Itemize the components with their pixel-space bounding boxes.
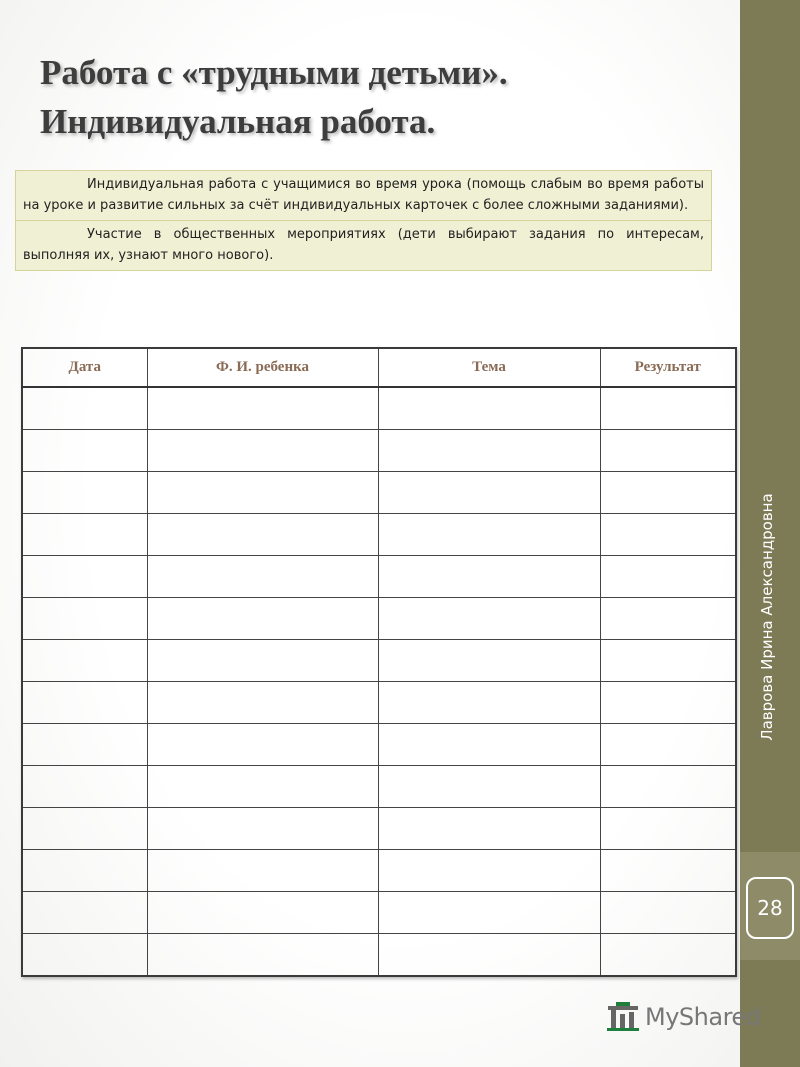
table-row xyxy=(22,808,736,850)
table-body xyxy=(22,387,736,976)
table-cell xyxy=(378,682,600,724)
column-header-topic: Тема xyxy=(378,348,600,387)
info-paragraph-individual-work: Индивидуальная работа с учащимися во время урока (помощь слабым во время работы на уроке и развитие сильных за счёт индивидуальных карточек с более сложными заданиями). xyxy=(16,171,711,220)
table-cell xyxy=(147,682,378,724)
table-cell xyxy=(378,766,600,808)
table-cell xyxy=(378,387,600,430)
table-cell xyxy=(22,892,147,934)
table-cell xyxy=(22,934,147,977)
watermark-text: MyShared xyxy=(645,1003,761,1031)
table-cell xyxy=(600,682,736,724)
table-row xyxy=(22,387,736,430)
table-cell xyxy=(600,850,736,892)
table-cell xyxy=(22,640,147,682)
table-cell xyxy=(147,430,378,472)
table-cell xyxy=(147,556,378,598)
info-box xyxy=(15,170,712,271)
table-row xyxy=(22,766,736,808)
table-cell xyxy=(378,808,600,850)
table-cell xyxy=(600,514,736,556)
table-row xyxy=(22,850,736,892)
info-paragraph-public-events: Участие в общественных мероприятиях (дети выбирают задания по интересам, выполняя их, узнают много нового). xyxy=(16,220,711,270)
table-cell xyxy=(378,472,600,514)
column-header-result: Результат xyxy=(600,348,736,387)
table-cell xyxy=(378,850,600,892)
table-row xyxy=(22,556,736,598)
table-cell xyxy=(147,387,378,430)
record-table xyxy=(21,347,737,977)
table-cell xyxy=(378,724,600,766)
table-cell xyxy=(600,934,736,977)
table-row xyxy=(22,724,736,766)
table-cell xyxy=(22,387,147,430)
table-cell xyxy=(378,934,600,977)
table-cell xyxy=(600,387,736,430)
slide-title xyxy=(40,48,730,146)
table-cell xyxy=(600,430,736,472)
table-cell xyxy=(147,892,378,934)
table-cell xyxy=(147,850,378,892)
table-cell xyxy=(22,724,147,766)
table-row xyxy=(22,892,736,934)
table-cell xyxy=(22,514,147,556)
table-cell xyxy=(600,808,736,850)
table-cell xyxy=(600,472,736,514)
table-cell xyxy=(600,556,736,598)
table-cell xyxy=(147,724,378,766)
table-header-row xyxy=(22,348,736,387)
table-row xyxy=(22,934,736,977)
table-cell xyxy=(147,640,378,682)
table-cell xyxy=(22,766,147,808)
table-cell xyxy=(378,514,600,556)
table-cell xyxy=(22,850,147,892)
table-cell xyxy=(600,766,736,808)
table-row xyxy=(22,640,736,682)
author-name: Лаврова Ирина Александровна xyxy=(758,493,776,741)
page-number-badge: 28 xyxy=(746,877,794,939)
table-cell xyxy=(22,556,147,598)
table-cell xyxy=(600,724,736,766)
table-cell xyxy=(600,598,736,640)
table-cell xyxy=(378,892,600,934)
table-cell xyxy=(378,640,600,682)
slide-title-line-1: Работа с «трудными детьми». xyxy=(40,53,508,92)
myshared-logo-icon xyxy=(605,1002,641,1032)
table-cell xyxy=(147,598,378,640)
myshared-watermark xyxy=(605,1002,760,1032)
table-cell xyxy=(600,640,736,682)
table-row xyxy=(22,514,736,556)
slide-title-line-2: Индивидуальная работа. xyxy=(40,102,436,141)
column-header-child-name: Ф. И. ребенка xyxy=(147,348,378,387)
table-cell xyxy=(378,556,600,598)
table-cell xyxy=(22,430,147,472)
table-row xyxy=(22,430,736,472)
table-cell xyxy=(22,808,147,850)
table-cell xyxy=(147,514,378,556)
table-cell xyxy=(22,598,147,640)
table-cell xyxy=(600,892,736,934)
table-row xyxy=(22,598,736,640)
table-cell xyxy=(147,808,378,850)
table-cell xyxy=(378,598,600,640)
table-cell xyxy=(22,682,147,724)
column-header-date: Дата xyxy=(22,348,147,387)
table-row xyxy=(22,472,736,514)
table-cell xyxy=(147,766,378,808)
table-cell xyxy=(22,472,147,514)
table-cell xyxy=(147,934,378,977)
table-cell xyxy=(147,472,378,514)
table-row xyxy=(22,682,736,724)
table-cell xyxy=(378,430,600,472)
